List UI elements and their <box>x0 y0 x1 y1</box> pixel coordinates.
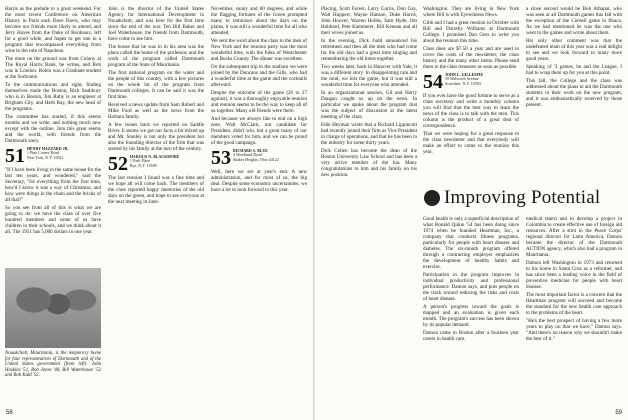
class-entry-header <box>423 73 519 91</box>
left-page <box>0 0 313 420</box>
article-paragraph: Participation in the program improves in individual productivity and professional performance. Damon says, and puts people on the track toward reducing the risks and costs of heart disease. <box>423 272 519 302</box>
column-paragraph: A few issues back we reported on Saddle River. It seems we got our facts a bit mixed up and Mr. Stanley is not only the president but also the founding director of the firm that was started by his family at the turn of the century. <box>108 122 204 152</box>
column-4 <box>321 6 417 180</box>
column-paragraph: Gibb and I had a great reunion in October with Bill and Dorothy Williams at Dartmouth College. I promised Dan Gess to write you about the reunion this time. <box>423 20 519 44</box>
column-paragraph: The committee has started, if this seems months and we write, and nothing much new except with the outline. Join this great seems and the world, with friends from the Dartmouth story. <box>5 114 101 144</box>
secretary-name: RICHARD S. BLUE <box>233 149 268 153</box>
article-paragraph: Good health is only a superficial description of what Ronald Quinn '54 has been doing since 1974 when he founded Heartman, Inc., a company that conducts fitness programs, particularly for people with heart disease and diabetes. The six-month program offered through a contracting employer emphasizes the development of healthy habits and exercise. <box>423 216 519 270</box>
column-paragraph: The last reunion I found was a fine time and we hope all will come back. The members of the class reported happy memories of the old days on the green, and hope to see everyone at the next meeting in June. <box>108 175 204 205</box>
secretary-info <box>233 149 279 162</box>
class-entry-header <box>211 149 307 167</box>
secretary-address-line: New York, N.Y. 10021 <box>27 155 64 160</box>
secretary-name: HENRY HAZZARD JR. <box>27 147 69 151</box>
improving-column-b <box>526 216 622 412</box>
class-entry-header <box>5 147 101 165</box>
column-paragraph: Class dues are $7.50 a year and are used to cover the costs of the newsletter, the class history and the many other items. Please send them to the class treasurer as soon as possible. <box>423 46 519 70</box>
column-paragraph: So you see from all of this is what we are going to do: we have the class of over five hundred members and some of us have children in their schools, and we think about it all. The 1951 has 5,000 dollars in one year. <box>5 205 101 235</box>
column-paragraph: Edie Heyman wrote that a Richard Lippincott had recently joined their firm as Vice President in charge of operations, and that he has been in the industry for some thirty years. <box>321 122 417 146</box>
column-5 <box>423 6 519 178</box>
page-number-right: 59 <box>615 410 622 416</box>
column-6 <box>526 6 622 178</box>
column-paragraph: That we were hoping for a great response to the class newsletter and that everybody will make an effort to come to the reunion this year. <box>423 131 519 155</box>
column-3 <box>211 6 307 195</box>
secretary-address-line: Scarsdale, N.Y. 10583 <box>445 81 481 86</box>
secretary-name: HAROLD N. BLACKMORE <box>130 155 180 159</box>
column-paragraph: His only other comment was that the undefeated team of this year was a real delight to see and we look forward to many more good years. <box>526 38 622 62</box>
column-paragraph: Two weeks later, back in Hanover with Yale, it was a different story. In disappointing rain and the mud, we lost the game, but it was still a wonderful time for everyone who attended. <box>321 64 417 88</box>
bullet-dot-icon <box>424 190 440 206</box>
secretary-info <box>27 147 69 160</box>
column-paragraph: Despite the outcome of the game (26 to 27 against), it was a thoroughly enjoyable reunion and reunion seems to be the way to keep all of us together. Many old friends were there. <box>211 90 307 114</box>
article-paragraph: The most important factor is a concern that the Heartman program will succeed and become the standard for the new health care approach to the problems of the heart. <box>526 292 622 316</box>
column-paragraph: a close second would be Bob Athapar, who was seen at all Dartmouth games this fall with the exception of the Cornell game in Ithaca. As we had mentioned he was the one who went to the games and wrote about them. <box>526 6 622 36</box>
secretary-info <box>130 155 179 168</box>
secretary-address-line: 4 Woodland Road <box>233 153 262 158</box>
article-paragraph: A person's progress toward the goals is mapped and an evaluation is given each month. The program's success has been shown by its popular demand. <box>423 304 519 328</box>
column-paragraph: Well, here we are at year's end. A new administration, and for most of us, the big deal. Despite some economic uncertainties, we have a lot to look forward to this year. <box>211 169 307 193</box>
column-paragraph: In the evening, Dick Judd announced his retirement and then all the men who had come for the old days had a great time singing and remembering the old times together. <box>321 38 417 62</box>
column-paragraph: "If I have been living in the same house for the last ten years, and wondered," said the Secretary, "for everything from the first time, how'd I know it was a way of Christmas, and how were things in the chain and the bricks of all that?" <box>5 167 101 203</box>
secretary-address-line: 1 Park Place <box>130 159 151 164</box>
class-year-number: 52 <box>108 153 128 175</box>
secretary-address-line: 1 Pine Corner Road <box>27 151 59 156</box>
page-number-left: 58 <box>6 410 13 416</box>
article-heading: Improving Potential <box>444 187 601 208</box>
class-year-number: 54 <box>423 71 443 93</box>
class-year-number: 53 <box>211 147 231 169</box>
column-paragraph: November, sunny and 60 degrees, and while the flagging fortunes of the Green prompted many to reminisce about the days on the plains, it was still a wonderful time for all who attended. <box>211 6 307 36</box>
secretary-info <box>445 73 483 86</box>
column-paragraph: Received a news update from Sam Robert and Mike Ford as well as the news from the Barbara family. <box>108 102 204 120</box>
column-paragraph: On the subsequent trip to the stadium we were joined by the Duncans and the Gills, who had a wonderful time at the game and the cocktails afterward. <box>211 64 307 88</box>
column-paragraph: If you ever have the good fortune to serve as a class secretary and write a monthly column you will find that the best way to learn the news of the class is to talk with the men. This column is the product of a great deal of correspondence. <box>423 93 519 129</box>
secretary-address-line: Shaker Heights, Ohio 44122 <box>233 157 279 162</box>
column-paragraph: To the communications and sight, finding themselves made the Boston, Rich Seabbury who is in Boston, Jim Ruby is an engineer at Brigham City, and Herb Ray, the new head of the programs. <box>5 82 101 112</box>
secretary-name: JOHN L. GILLESPIE <box>445 73 484 77</box>
column-paragraph: And because we always like to end on a high note, Walt McClark, our candidate for President, didn't win, but a great many of our members voted for him, and we can be proud of the good campaign. <box>211 116 307 146</box>
column-paragraph: The house that he was in in his area was the place called the home of the professor, and the work of the program called Dartmouth program of the State of Mauritania. <box>108 44 204 68</box>
column-paragraph: Placing, Scott Forest, Larry Garris, Don Gay, Walt Huppert, Wayne Hanson, Duke Harris, John Hoover, Warren Hobbs, Sam Hyde, Jim Hubbard, Pete Kammerer, Bill Keenan and all their wives joined us. <box>321 6 417 36</box>
column-paragraph: This fall, the College and the class was addressed about the plans to aid the Dartmouth students in their work on the new program, and it was enthusiastically received by those present. <box>526 78 622 108</box>
improving-column-a <box>423 216 519 412</box>
column-paragraph: In an organizational session, Gil and Harry Daugan caught us up on the news. In particular we spoke about the program that was the subject of discussion at the latest meeting of the class. <box>321 90 417 120</box>
column-paragraph: John is the director of the United States Agency for International Development in Nouakchott, and was here for the first time since the end of the war. Ten Bill Baker and Joel Waterhouse, the friends from Dartmouth, have come to see him. <box>108 6 204 42</box>
secretary-address-line: 39 Walworth Avenue <box>445 77 479 82</box>
photo-caption: Nouakchott, Mauritania, is the temporary home for four representatives of Dartmouth and of the United States government (from left): John Hoskins '51, Bob Jones '48, Bill Waterhouse '52 and Bob Kidd '52. <box>5 351 101 379</box>
article-paragraph: medical team) and to develop a project in Colombia to create effective use of foreign aid resources. After a stint in the Peace Corps' regional director for Latin America, Damon became the director of the Dartmouth ACTION agency, which also had a program in Mauritania. <box>526 216 622 258</box>
column-paragraph: Speaking of '3 games, he and the League, I had to wrap them up for you at this point. <box>526 64 622 76</box>
article-paragraph: Damon left Washington in 1973 and returned to his home in Santa Cruz as a reformer, and has since been a leading voice in the field of preventive medicine for people with heart disease. <box>526 260 622 290</box>
article-banner <box>424 183 624 213</box>
article-paragraph: Damon came to Boston after a fourteen year career in health care. <box>423 330 519 342</box>
column-paragraph: We sent the word about the class to the men of New York and the reunion party was the most wonderful time, with the folks of Westchester and Bucks County. The dinner was excellent. <box>211 38 307 62</box>
column-paragraph: Harris as the prelude to a great weekend. For the most recent Conference on American History in Paris each Dave Davis, who may become our friends more likely to attend, and Jerry Hayes from the Duke of Bordeaux, left for a good while, and hopes to get one in a program that encompassed everything from wine to the rule of Napoleon. <box>5 6 101 54</box>
column-paragraph: The more on the ground was from Colony at The Royal Harris Bank, he writes, and Bob was in London. Robin was a Graduate student at the Sorbonne. <box>5 56 101 80</box>
secretary-address-line: Rye, N.Y. 10580 <box>130 163 157 168</box>
group-photo <box>5 268 101 348</box>
column-paragraph: Dick Cohen has become the dean of the Boston University Law School and has been a very active member of the bar. Many congratulations to him and his family on his new position. <box>321 148 417 178</box>
class-entry-header <box>108 155 204 173</box>
column-paragraph: The first national program on the water and the people of this country, with a few pictures on the whole lot of the program from Dartmouth colleges. It can be said it was the first time. <box>108 70 204 100</box>
article-paragraph: "He's the best prospect of having a few more years to play on that we have," Damon says. "And there's no reason why we shouldn't make the best of it." <box>526 318 622 342</box>
class-year-number: 51 <box>5 145 25 167</box>
column-2 <box>108 6 204 207</box>
column-paragraph: Washington. They are living in New York where Bill is with Eyewitness News. <box>423 6 519 18</box>
column-1 <box>5 6 101 237</box>
